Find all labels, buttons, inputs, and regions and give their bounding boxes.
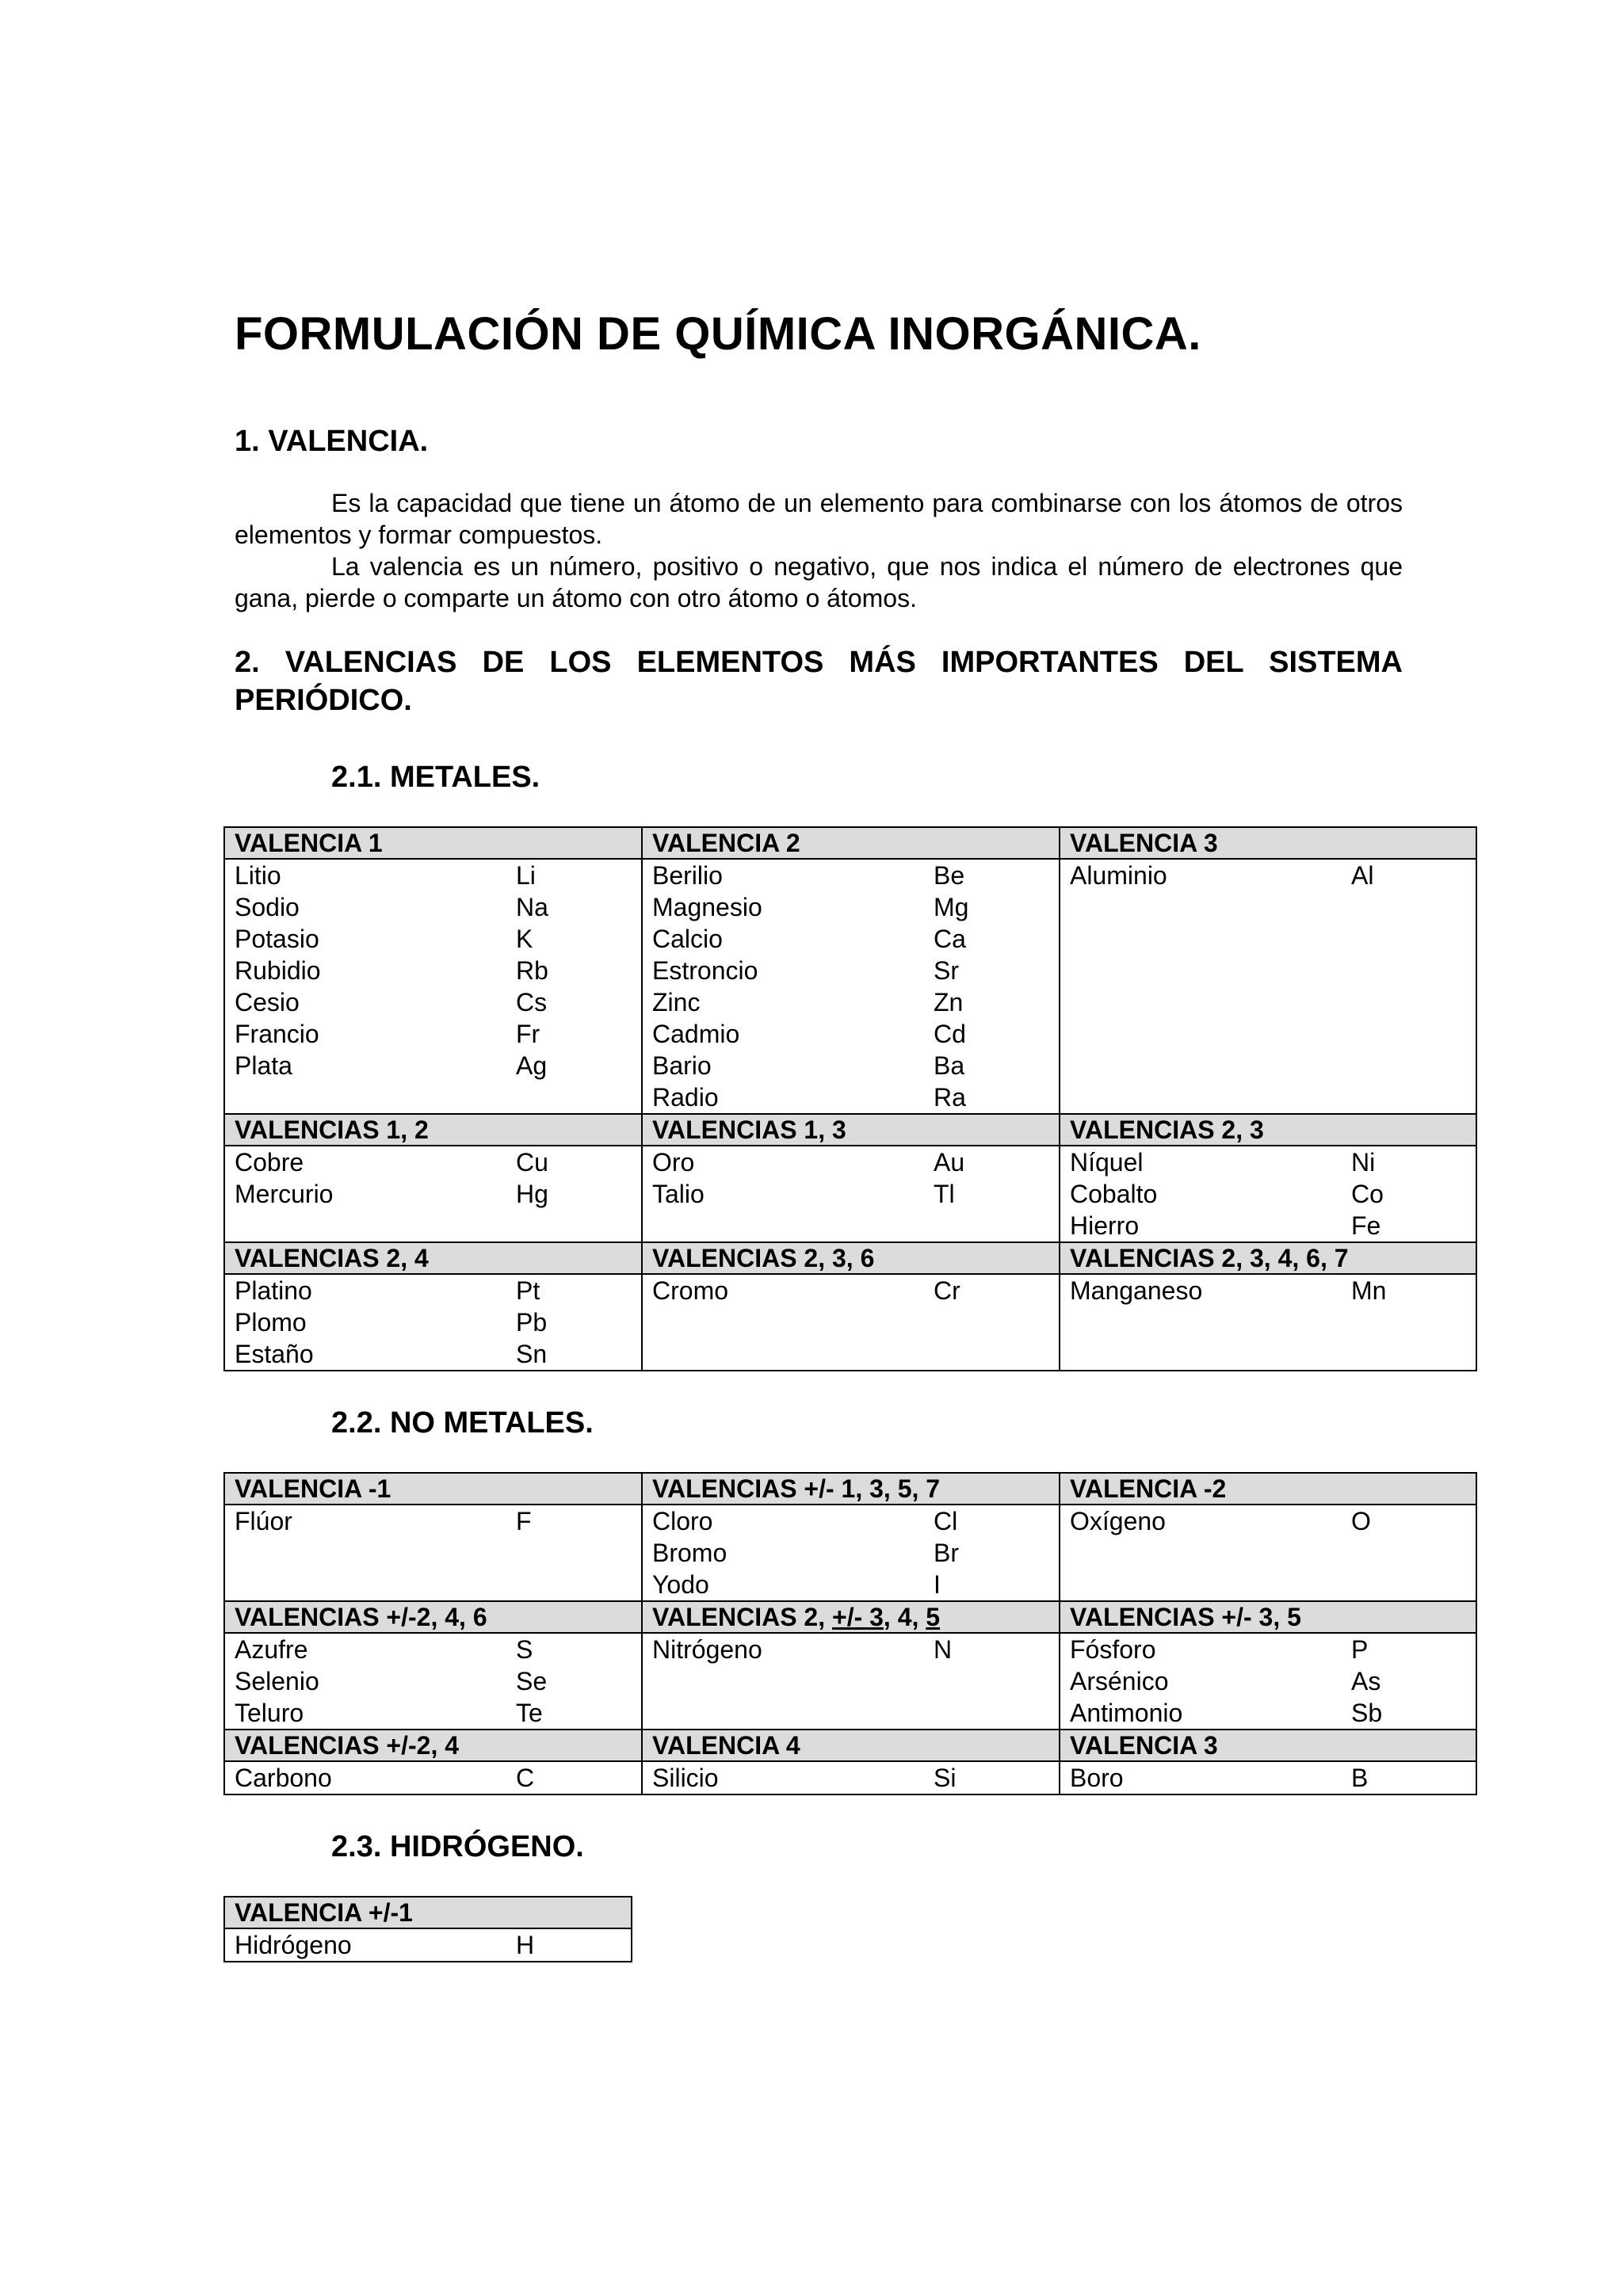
element-entry — [235, 1146, 632, 1178]
element-entry — [652, 986, 1049, 1018]
element-entry — [652, 1275, 1049, 1306]
element-entry — [1070, 1665, 1466, 1697]
element-symbol: Cd — [934, 1020, 966, 1049]
element-cell — [1060, 1505, 1476, 1601]
valence-header: VALENCIAS 2, 3 — [1060, 1114, 1476, 1146]
element-name: Cadmio — [652, 1020, 740, 1049]
element-symbol: N — [934, 1635, 953, 1665]
element-name: Oro — [652, 1148, 695, 1177]
element-name: Yodo — [652, 1570, 709, 1600]
element-cell — [1060, 859, 1476, 1114]
valence-header: VALENCIA 3 — [1060, 1730, 1476, 1761]
element-symbol: S — [516, 1635, 533, 1665]
hidrogeno-valence-table — [223, 1896, 632, 1962]
element-name: Estroncio — [652, 956, 758, 986]
element-symbol: Sn — [516, 1340, 548, 1369]
element-entry — [235, 1505, 632, 1537]
element-symbol: Sb — [1351, 1699, 1383, 1728]
element-symbol: Cu — [516, 1148, 548, 1177]
element-name: Flúor — [235, 1507, 292, 1536]
element-name: Bromo — [652, 1539, 727, 1568]
element-symbol: K — [516, 925, 533, 954]
element-name: Cobre — [235, 1148, 304, 1177]
metales-valence-table — [223, 826, 1477, 1371]
valence-header: VALENCIA -2 — [1060, 1473, 1476, 1505]
element-cell — [224, 1274, 642, 1371]
valence-header: VALENCIAS +/-2, 4 — [224, 1730, 642, 1761]
element-symbol: H — [516, 1931, 535, 1960]
table-header-row — [224, 827, 1476, 859]
element-symbol: Ra — [934, 1083, 966, 1112]
element-cell — [1060, 1274, 1476, 1371]
valence-header: VALENCIAS 2, 3, 6 — [642, 1242, 1060, 1274]
element-name: Cobalto — [1070, 1180, 1158, 1209]
element-entry — [1070, 1178, 1466, 1210]
element-entry — [652, 1081, 1049, 1113]
element-name: Cesio — [235, 988, 300, 1017]
element-name: Bario — [652, 1051, 712, 1081]
element-cell — [224, 859, 642, 1114]
element-symbol: Cl — [934, 1507, 958, 1536]
element-entry — [1070, 1697, 1466, 1729]
valence-header: VALENCIA -1 — [224, 1473, 642, 1505]
element-name: Oxígeno — [1070, 1507, 1166, 1536]
valence-header: VALENCIAS 1, 2 — [224, 1114, 642, 1146]
element-symbol: Cs — [516, 988, 548, 1017]
section-1-heading: 1. VALENCIA. — [235, 424, 429, 458]
element-entry — [652, 1146, 1049, 1178]
document-page — [235, 309, 1403, 1962]
element-symbol: Mg — [934, 893, 969, 922]
table-row — [224, 1633, 1476, 1730]
element-symbol: O — [1351, 1507, 1371, 1536]
section-2-heading-line-2: PERIÓDICO. — [235, 683, 412, 717]
table-header-row — [224, 1114, 1476, 1146]
valence-header: VALENCIA 1 — [224, 827, 642, 859]
table-header-row — [224, 1601, 1476, 1633]
element-entry — [235, 1178, 632, 1210]
element-name: Platino — [235, 1276, 312, 1306]
element-name: Estaño — [235, 1340, 314, 1369]
element-name: Potasio — [235, 925, 319, 954]
valence-header: VALENCIAS 2, 3, 4, 6, 7 — [1060, 1242, 1476, 1274]
valence-header: VALENCIAS +/- 1, 3, 5, 7 — [642, 1473, 1060, 1505]
element-symbol: Cr — [934, 1276, 960, 1306]
element-name: Cloro — [652, 1507, 713, 1536]
valence-header: VALENCIAS 2, 4 — [224, 1242, 642, 1274]
element-symbol: Ni — [1351, 1148, 1376, 1177]
element-name: Mercurio — [235, 1180, 334, 1209]
element-name: Teluro — [235, 1699, 304, 1728]
valence-header: VALENCIA +/-1 — [224, 1897, 632, 1928]
element-cell — [642, 1633, 1060, 1730]
element-entry — [652, 1537, 1049, 1569]
element-symbol: As — [1351, 1667, 1381, 1696]
element-entry — [235, 1929, 621, 1961]
element-name: Antimonio — [1070, 1699, 1183, 1728]
no-metales-valence-table — [223, 1472, 1477, 1795]
element-symbol: Pb — [516, 1308, 548, 1337]
element-symbol: Co — [1351, 1180, 1384, 1209]
element-symbol: I — [934, 1570, 941, 1600]
element-cell — [224, 1928, 632, 1962]
element-symbol: Al — [1351, 861, 1374, 891]
valence-header: VALENCIA 4 — [642, 1730, 1060, 1761]
table-header-row — [224, 1473, 1476, 1505]
element-name: Azufre — [235, 1635, 308, 1665]
element-name: Nitrógeno — [652, 1635, 762, 1665]
element-entry — [652, 1762, 1049, 1794]
valence-header: VALENCIA 3 — [1060, 827, 1476, 859]
element-name: Francio — [235, 1020, 319, 1049]
element-name: Aluminio — [1070, 861, 1167, 891]
element-symbol: Br — [934, 1539, 959, 1568]
element-symbol: Te — [516, 1699, 543, 1728]
table-row — [224, 1146, 1476, 1242]
element-name: Fósforo — [1070, 1635, 1156, 1665]
element-entry — [1070, 1634, 1466, 1665]
element-cell — [1060, 1146, 1476, 1242]
element-symbol: F — [516, 1507, 532, 1536]
element-cell — [224, 1505, 642, 1601]
table-header-row — [224, 1897, 632, 1928]
element-name: Radio — [652, 1083, 719, 1112]
element-cell — [642, 1146, 1060, 1242]
element-name: Rubidio — [235, 956, 321, 986]
element-symbol: Ca — [934, 925, 966, 954]
element-symbol: Hg — [516, 1180, 548, 1209]
element-entry — [235, 1018, 632, 1050]
element-entry — [235, 955, 632, 986]
table-header-row — [224, 1730, 1476, 1761]
element-symbol: Rb — [516, 956, 548, 986]
element-symbol: Ag — [516, 1051, 548, 1081]
table-row — [224, 859, 1476, 1114]
element-cell — [1060, 1633, 1476, 1730]
element-name: Berilio — [652, 861, 723, 891]
element-symbol: Pt — [516, 1276, 540, 1306]
element-name: Manganeso — [1070, 1276, 1203, 1306]
element-cell — [224, 1761, 642, 1794]
element-entry — [235, 1697, 632, 1729]
element-name: Calcio — [652, 925, 723, 954]
table-header-row — [224, 1242, 1476, 1274]
element-entry — [652, 860, 1049, 891]
section-1-paragraph-1: Es la capacidad que tiene un átomo de un elemento para combinarse con los átomos de otros elementos y formar compuestos. — [235, 489, 1403, 550]
element-name: Zinc — [652, 988, 701, 1017]
element-entry — [1070, 1210, 1466, 1241]
element-symbol: Be — [934, 861, 965, 891]
element-entry — [235, 986, 632, 1018]
element-name: Litio — [235, 861, 281, 891]
element-name: Níquel — [1070, 1148, 1144, 1177]
element-name: Hidrógeno — [235, 1931, 352, 1960]
element-name: Plomo — [235, 1308, 307, 1337]
valence-header: VALENCIA 2 — [642, 827, 1060, 859]
table-row — [224, 1505, 1476, 1601]
element-name: Arsénico — [1070, 1667, 1169, 1696]
element-entry — [652, 1050, 1049, 1081]
element-entry — [235, 1762, 632, 1794]
element-symbol: Fe — [1351, 1211, 1381, 1241]
element-entry — [235, 860, 632, 891]
element-entry — [235, 1665, 632, 1697]
element-entry — [235, 1306, 632, 1338]
element-symbol: Tl — [934, 1180, 955, 1209]
section-2-heading-line-1: 2. VALENCIAS DE LOS ELEMENTOS MÁS IMPORTANTES DEL SISTEMA — [235, 646, 1403, 680]
element-entry — [235, 923, 632, 955]
element-entry — [652, 1178, 1049, 1210]
valence-header: VALENCIAS +/-2, 4, 6 — [224, 1601, 642, 1633]
element-symbol: C — [516, 1764, 535, 1793]
element-name: Silicio — [652, 1764, 719, 1793]
element-symbol: Zn — [934, 988, 964, 1017]
element-name: Carbono — [235, 1764, 332, 1793]
element-name: Sodio — [235, 893, 300, 922]
element-entry — [652, 1569, 1049, 1600]
element-entry — [652, 1505, 1049, 1537]
element-symbol: Fr — [516, 1020, 540, 1049]
element-cell — [1060, 1761, 1476, 1794]
element-symbol: Mn — [1351, 1276, 1387, 1306]
element-cell — [642, 1505, 1060, 1601]
element-entry — [235, 1050, 632, 1081]
element-cell — [642, 859, 1060, 1114]
metales-heading: 2.1. METALES. — [331, 761, 540, 795]
element-entry — [652, 955, 1049, 986]
element-entry — [1070, 1146, 1466, 1178]
element-entry — [1070, 860, 1466, 891]
element-symbol: P — [1351, 1635, 1369, 1665]
element-symbol: Ba — [934, 1051, 965, 1081]
element-entry — [652, 891, 1049, 923]
element-entry — [1070, 1275, 1466, 1306]
element-cell — [642, 1274, 1060, 1371]
element-name: Magnesio — [652, 893, 762, 922]
table-row — [224, 1928, 632, 1962]
element-cell — [224, 1146, 642, 1242]
element-name: Talio — [652, 1180, 705, 1209]
element-name: Hierro — [1070, 1211, 1140, 1241]
element-symbol: Si — [934, 1764, 957, 1793]
element-entry — [652, 1634, 1049, 1665]
element-symbol: Sr — [934, 956, 959, 986]
section-1-paragraph-2: La valencia es un número, positivo o negativo, que nos indica el número de electrones que gana, pierde o comparte un átomo con otro átomo o átomos. — [235, 552, 1403, 613]
element-symbol: Li — [516, 861, 536, 891]
element-entry — [652, 923, 1049, 955]
hidrogeno-heading: 2.3. HIDRÓGENO. — [331, 1830, 584, 1864]
valence-header: VALENCIAS 2, +/- 3, 4, 5 — [642, 1601, 1060, 1633]
no-metales-heading: 2.2. NO METALES. — [331, 1406, 594, 1440]
document-title: FORMULACIÓN DE QUÍMICA INORGÁNICA. — [235, 308, 1201, 360]
element-symbol: Au — [934, 1148, 965, 1177]
element-name: Selenio — [235, 1667, 319, 1696]
valence-header: VALENCIAS +/- 3, 5 — [1060, 1601, 1476, 1633]
element-symbol: Na — [516, 893, 548, 922]
element-symbol: Se — [516, 1667, 548, 1696]
element-entry — [235, 1634, 632, 1665]
element-entry — [652, 1018, 1049, 1050]
element-entry — [1070, 1762, 1466, 1794]
element-entry — [235, 1275, 632, 1306]
element-symbol: B — [1351, 1764, 1369, 1793]
element-name: Boro — [1070, 1764, 1124, 1793]
element-entry — [235, 1338, 632, 1370]
element-name: Cromo — [652, 1276, 729, 1306]
element-name: Plata — [235, 1051, 292, 1081]
element-entry — [1070, 1505, 1466, 1537]
valence-header: VALENCIAS 1, 3 — [642, 1114, 1060, 1146]
element-entry — [235, 891, 632, 923]
table-row — [224, 1761, 1476, 1794]
element-cell — [224, 1633, 642, 1730]
table-row — [224, 1274, 1476, 1371]
element-cell — [642, 1761, 1060, 1794]
